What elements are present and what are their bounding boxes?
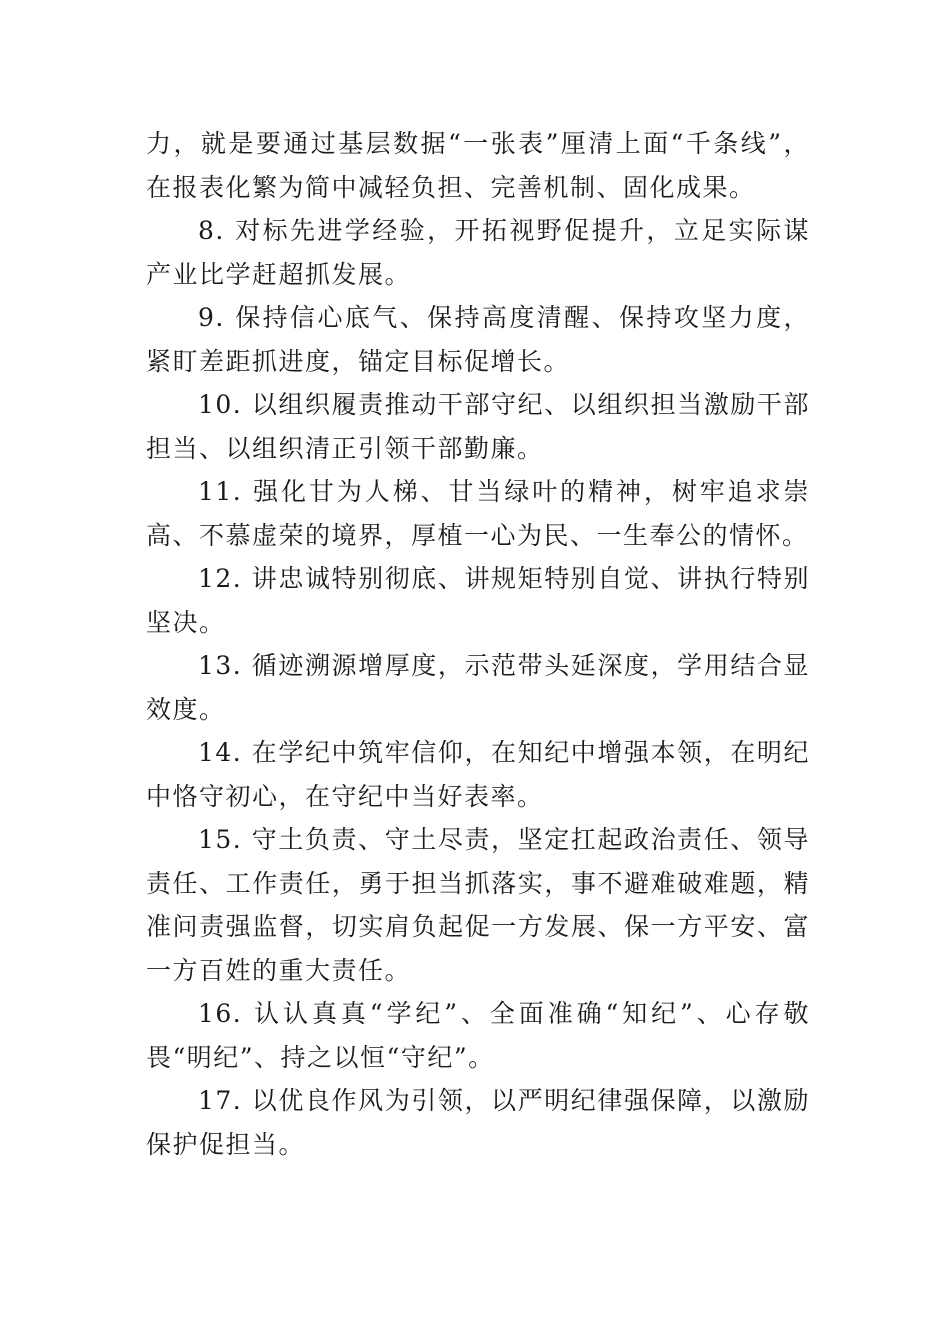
paragraph-item-8: 8. 对标先进学经验，开拓视野促提升，立足实际谋产业比学赶超抓发展。: [146, 216, 810, 289]
paragraph-item-12: 12. 讲忠诚特别彻底、讲规矩特别自觉、讲执行特别坚决。: [146, 564, 810, 637]
paragraph-item-11: 11. 强化甘为人梯、甘当绿叶的精神，树牢追求崇高、不慕虚荣的境界，厚植一心为民、一生奉公的情怀。: [146, 477, 810, 550]
paragraph-item-15: 15. 守土负责、守土尽责，坚定扛起政治责任、领导责任、工作责任，勇于担当抓落实，事不避难破难题，精准问责强监督，切实肩负起促一方发展、保一方平安、富一方百姓的重大责任。: [146, 825, 810, 985]
paragraph-item-10: 10. 以组织履责推动干部守纪、以组织担当激励干部担当、以组织清正引领干部勤廉。: [146, 390, 810, 463]
paragraph-item-14: 14. 在学纪中筑牢信仰，在知纪中增强本领，在明纪中恪守初心，在守纪中当好表率。: [146, 738, 810, 811]
paragraph-item-16: 16. 认认真真“学纪”、全面准确“知纪”、心存敬畏“明纪”、持之以恒“守纪”。: [146, 999, 810, 1072]
paragraph-item-9: 9. 保持信心底气、保持高度清醒、保持攻坚力度，紧盯差距抓进度，锚定目标促增长。: [146, 303, 810, 376]
paragraph-item-13: 13. 循迹溯源增厚度，示范带头延深度，学用结合显效度。: [146, 651, 810, 724]
document-body: [146, 122, 810, 1166]
paragraph-item-17: 17. 以优良作风为引领，以严明纪律强保障，以激励保护促担当。: [146, 1086, 810, 1159]
paragraph-continuation: 力，就是要通过基层数据“一张表”厘清上面“千条线”，在报表化繁为简中减轻负担、完善机制、固化成果。: [146, 129, 810, 202]
